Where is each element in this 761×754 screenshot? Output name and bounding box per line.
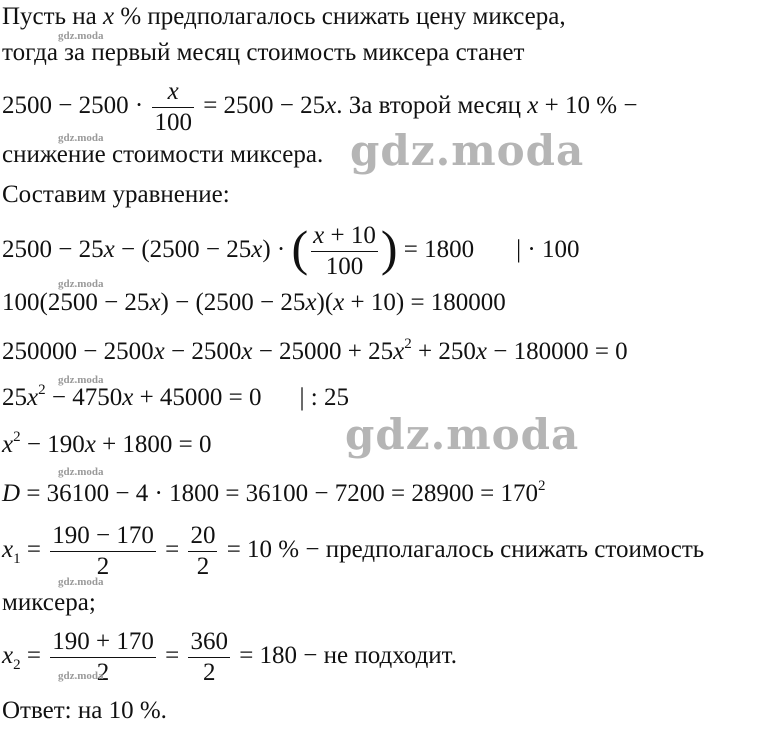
text: − 190 bbox=[20, 431, 85, 458]
text: + 10 bbox=[324, 221, 376, 249]
fraction-numerator: 190 − 170 bbox=[52, 521, 154, 549]
text: | · 100 bbox=[516, 236, 580, 263]
fraction-numerator: 20 bbox=[190, 521, 216, 549]
watermark-small: gdz.moda bbox=[58, 466, 104, 478]
text: = 36100 − 4 · 1800 = 36100 − 7200 = 28900 = 170 bbox=[20, 480, 538, 507]
text: 250000 − 2500 bbox=[2, 338, 154, 365]
variable: x bbox=[527, 92, 539, 119]
text: = 10 % − предполагалось снижать стоимость bbox=[220, 536, 705, 563]
text: . За второй месяц bbox=[336, 92, 528, 119]
variable: x bbox=[325, 92, 337, 119]
watermark-large: gdz.moda bbox=[345, 410, 580, 459]
exponent: 2 bbox=[13, 429, 21, 445]
text: = 180 − не подходит. bbox=[232, 642, 457, 669]
variable: x bbox=[122, 384, 134, 411]
exponent: 2 bbox=[38, 382, 46, 398]
fraction-bar bbox=[152, 107, 194, 109]
variable: x bbox=[84, 431, 96, 458]
text-line-2: тогда за первый месяц стоимость миксера станет bbox=[2, 39, 525, 66]
fraction bbox=[50, 523, 156, 581]
watermark-small: gdz.moda bbox=[58, 278, 104, 290]
variable: D bbox=[2, 480, 21, 507]
text: 100(2500 − 25 bbox=[2, 289, 150, 316]
variable: x bbox=[313, 221, 325, 249]
watermark-small: gdz.moda bbox=[58, 374, 104, 386]
fraction-denominator: 2 bbox=[96, 659, 110, 687]
fraction-denominator: 100 bbox=[325, 253, 364, 281]
text-line-4: снижение стоимости миксера. bbox=[2, 141, 324, 168]
text: % предполагалось снижать цену миксера, bbox=[114, 3, 566, 30]
text-line-13: миксера; bbox=[2, 589, 96, 616]
variable: x bbox=[103, 236, 115, 263]
text-line-5: Составим уравнение: bbox=[2, 181, 230, 208]
watermark-small: gdz.moda bbox=[58, 132, 104, 144]
fraction-bar bbox=[311, 251, 378, 253]
fraction-numerator: 190 + 170 bbox=[52, 627, 154, 655]
fraction-denominator: 2 bbox=[202, 659, 216, 687]
text: = 1800 bbox=[397, 236, 475, 263]
fraction-bar bbox=[50, 551, 156, 553]
text: = bbox=[20, 536, 48, 563]
text: = bbox=[158, 642, 186, 669]
text: 2500 − 2500 · bbox=[2, 92, 150, 119]
text: 25 bbox=[2, 384, 27, 411]
right-paren: ) bbox=[380, 220, 398, 277]
equation-line-12 bbox=[2, 522, 704, 580]
text: = bbox=[20, 642, 48, 669]
answer-line: Ответ: на 10 %. bbox=[2, 697, 167, 724]
exponent: 2 bbox=[537, 478, 546, 494]
fraction-numerator bbox=[311, 223, 378, 249]
exponent: 2 bbox=[404, 336, 412, 352]
variable: x bbox=[153, 338, 165, 365]
variable: x bbox=[305, 289, 317, 316]
text: + 10 % − bbox=[538, 92, 638, 119]
text: ) · bbox=[262, 236, 292, 263]
fraction-denominator: 2 bbox=[96, 553, 110, 581]
variable: x bbox=[2, 431, 14, 458]
equation-line-6 bbox=[2, 222, 580, 280]
fraction-denominator: 2 bbox=[196, 553, 210, 581]
text: + 45000 = 0 bbox=[133, 384, 262, 411]
variable: x bbox=[149, 289, 161, 316]
text: Пусть на bbox=[2, 3, 103, 30]
variable: x bbox=[333, 289, 345, 316]
text: )( bbox=[316, 289, 334, 316]
variable: x bbox=[241, 338, 253, 365]
equation-line-7 bbox=[2, 288, 506, 318]
watermark-large: gdz.moda bbox=[350, 126, 585, 175]
variable: x bbox=[393, 338, 405, 365]
text: − 180000 = 0 bbox=[486, 338, 628, 365]
fraction-bar bbox=[50, 657, 156, 659]
subscript: 1 bbox=[13, 551, 21, 567]
watermark-small: gdz.moda bbox=[58, 576, 104, 588]
text: − (2500 − 25 bbox=[114, 236, 252, 263]
fraction-numerator: 360 bbox=[190, 627, 228, 655]
text: 2500 − 25 bbox=[2, 236, 104, 263]
variable: x bbox=[102, 3, 115, 30]
fraction bbox=[152, 79, 194, 137]
text: + 250 bbox=[411, 338, 476, 365]
text: ) − (2500 − 25 bbox=[160, 289, 306, 316]
subscript: 2 bbox=[13, 657, 21, 673]
variable: x bbox=[475, 338, 487, 365]
fraction-denominator: 100 bbox=[154, 109, 192, 137]
left-paren: ( bbox=[291, 220, 309, 277]
variable: x bbox=[251, 236, 263, 263]
variable: x bbox=[2, 642, 14, 669]
text: − 4750 bbox=[45, 384, 123, 411]
fraction bbox=[188, 523, 217, 581]
text-line-1 bbox=[2, 2, 566, 32]
text: − 2500 bbox=[164, 338, 242, 365]
text: = bbox=[158, 536, 186, 563]
text: | : 25 bbox=[299, 384, 349, 411]
fraction bbox=[311, 223, 378, 281]
equation-line-9 bbox=[2, 383, 349, 413]
fraction-numerator: x bbox=[167, 77, 179, 105]
variable: x bbox=[27, 384, 39, 411]
variable: x bbox=[2, 536, 14, 563]
text: − 25000 + 25 bbox=[252, 338, 394, 365]
watermark-small: gdz.moda bbox=[58, 670, 104, 682]
text: = 2500 − 25 bbox=[196, 92, 326, 119]
fraction-bar bbox=[188, 657, 230, 659]
watermark-small: gdz.moda bbox=[58, 30, 104, 42]
text: + 10) = 180000 bbox=[344, 289, 506, 316]
fraction-bar bbox=[188, 551, 217, 553]
fraction bbox=[188, 629, 230, 687]
equation-line-10 bbox=[2, 430, 212, 460]
equation-line-11 bbox=[2, 479, 545, 509]
equation-line-8 bbox=[2, 337, 628, 367]
text: + 1800 = 0 bbox=[95, 431, 212, 458]
